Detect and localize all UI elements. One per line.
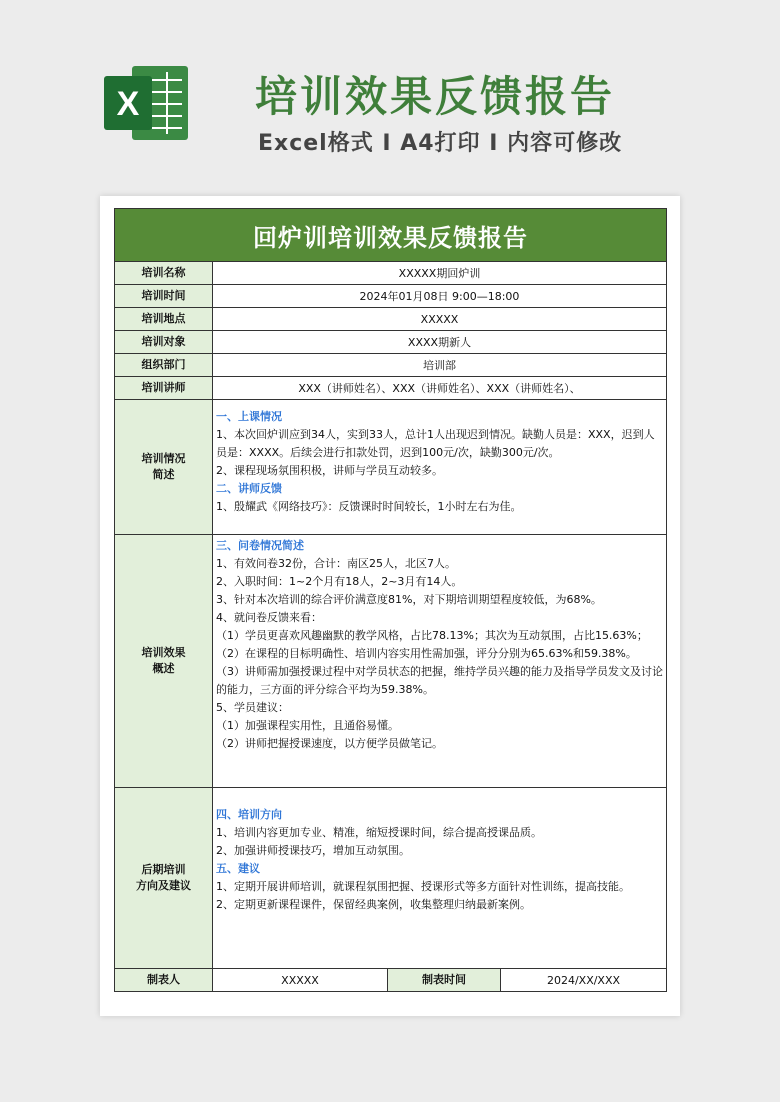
future-label-line2: 方向及建议 bbox=[136, 879, 191, 892]
content-line: （3）讲师需加强授课过程中对学员状态的把握，维持学员兴趣的能力及指导学员发文及讨论的能力，三方面的评分综合平均为59.38%。 bbox=[216, 665, 663, 696]
effect-label-line2: 概述 bbox=[152, 662, 175, 675]
field-value[interactable]: 2024年01月08日 9:00—18:00 bbox=[213, 285, 667, 308]
content-line: 5、学员建议： bbox=[216, 701, 289, 714]
content-line: （2）讲师把握授课速度，以方便学员做笔记。 bbox=[216, 737, 443, 750]
date-label: 制表时间 bbox=[388, 969, 501, 992]
field-label: 培训对象 bbox=[115, 331, 213, 354]
table-row bbox=[115, 377, 667, 400]
page-header bbox=[0, 0, 780, 190]
future-content[interactable] bbox=[213, 788, 667, 969]
content-line: 1、殷耀武《网络技巧》：反馈课时时间较长，1小时左右为佳。 bbox=[216, 500, 522, 513]
table-row-footer bbox=[115, 969, 667, 992]
report-title: 回炉训培训效果反馈报告 bbox=[115, 209, 667, 262]
content-line: 1、本次回炉训应到34人，实到33人，总计1人出现迟到情况。缺勤人员是：XXX，迟到人员是：XXXX。后续会进行扣款处罚，迟到100元/次，缺勤300元/次。 bbox=[216, 428, 655, 459]
future-label bbox=[115, 788, 213, 969]
content-line: （1）加强课程实用性，且通俗易懂。 bbox=[216, 719, 399, 732]
summary-label bbox=[115, 400, 213, 535]
field-value[interactable]: XXX（讲师姓名）、XXX（讲师姓名）、XXX（讲师姓名）、 bbox=[213, 377, 667, 400]
logo-letter: X bbox=[116, 85, 140, 123]
content-line: 1、有效问卷32份，合计：南区25人，北区7人。 bbox=[216, 557, 456, 570]
table-row bbox=[115, 285, 667, 308]
field-value[interactable]: XXXXX bbox=[213, 308, 667, 331]
field-label: 培训讲师 bbox=[115, 377, 213, 400]
page-subtitle: Excel格式 I A4打印 I 内容可修改 bbox=[258, 131, 623, 156]
field-value[interactable]: XXXXX期回炉训 bbox=[213, 262, 667, 285]
content-line: （2）在课程的目标明确性、培训内容实用性需加强，评分分别为65.63%和59.38%。 bbox=[216, 647, 637, 660]
content-line: 2、加强讲师授课技巧，增加互动氛围。 bbox=[216, 844, 410, 857]
future-label-line1: 后期培训 bbox=[141, 863, 186, 876]
effect-label bbox=[115, 535, 213, 788]
content-line: 3、针对本次培训的综合评价满意度81%，对下期培训期望程度较低，为68%。 bbox=[216, 593, 602, 606]
section-heading: 三、问卷情况简述 bbox=[216, 539, 304, 552]
section-heading: 五、建议 bbox=[216, 862, 260, 875]
report-sheet bbox=[100, 196, 680, 1016]
field-label: 培训时间 bbox=[115, 285, 213, 308]
field-value[interactable]: 培训部 bbox=[213, 354, 667, 377]
page-title: 培训效果反馈报告 bbox=[255, 72, 616, 121]
content-line: 1、定期开展讲师培训，就课程氛围把握、授课形式等多方面针对性训练，提高技能。 bbox=[216, 880, 630, 893]
content-line: 4、就问卷反馈来看： bbox=[216, 611, 322, 624]
field-label: 组织部门 bbox=[115, 354, 213, 377]
field-value[interactable]: XXXX期新人 bbox=[213, 331, 667, 354]
table-row-effect bbox=[115, 535, 667, 788]
summary-label-line1: 培训情况 bbox=[141, 452, 186, 465]
content-line: 1、培训内容更加专业、精准，缩短授课时间，综合提高授课品质。 bbox=[216, 826, 542, 839]
section-heading: 四、培训方向 bbox=[216, 808, 282, 821]
field-label: 培训名称 bbox=[115, 262, 213, 285]
section-heading: 二、讲师反馈 bbox=[216, 482, 282, 495]
table-row bbox=[115, 331, 667, 354]
effect-label-line1: 培训效果 bbox=[141, 646, 186, 659]
table-row-future bbox=[115, 788, 667, 969]
maker-value[interactable]: XXXXX bbox=[213, 969, 388, 992]
date-value[interactable]: 2024/XX/XXX bbox=[501, 969, 667, 992]
excel-logo-icon bbox=[102, 58, 192, 148]
table-row bbox=[115, 262, 667, 285]
effect-content[interactable] bbox=[213, 535, 667, 788]
report-table bbox=[114, 208, 667, 992]
table-row bbox=[115, 354, 667, 377]
field-label: 培训地点 bbox=[115, 308, 213, 331]
table-row bbox=[115, 308, 667, 331]
content-line: 2、入职时间：1~2个月有18人，2~3月有14人。 bbox=[216, 575, 463, 588]
table-row-summary bbox=[115, 400, 667, 535]
summary-label-line2: 简述 bbox=[152, 468, 175, 481]
section-heading: 一、上课情况 bbox=[216, 410, 282, 423]
content-line: （1）学员更喜欢风趣幽默的教学风格，占比78.13%；其次为互动氛围，占比15.63%； bbox=[216, 629, 648, 642]
content-line: 2、课程现场氛围积极，讲师与学员互动较多。 bbox=[216, 464, 443, 477]
content-line: 2、定期更新课程课件，保留经典案例，收集整理归纳最新案例。 bbox=[216, 898, 531, 911]
maker-label: 制表人 bbox=[115, 969, 213, 992]
summary-content[interactable] bbox=[213, 400, 667, 535]
